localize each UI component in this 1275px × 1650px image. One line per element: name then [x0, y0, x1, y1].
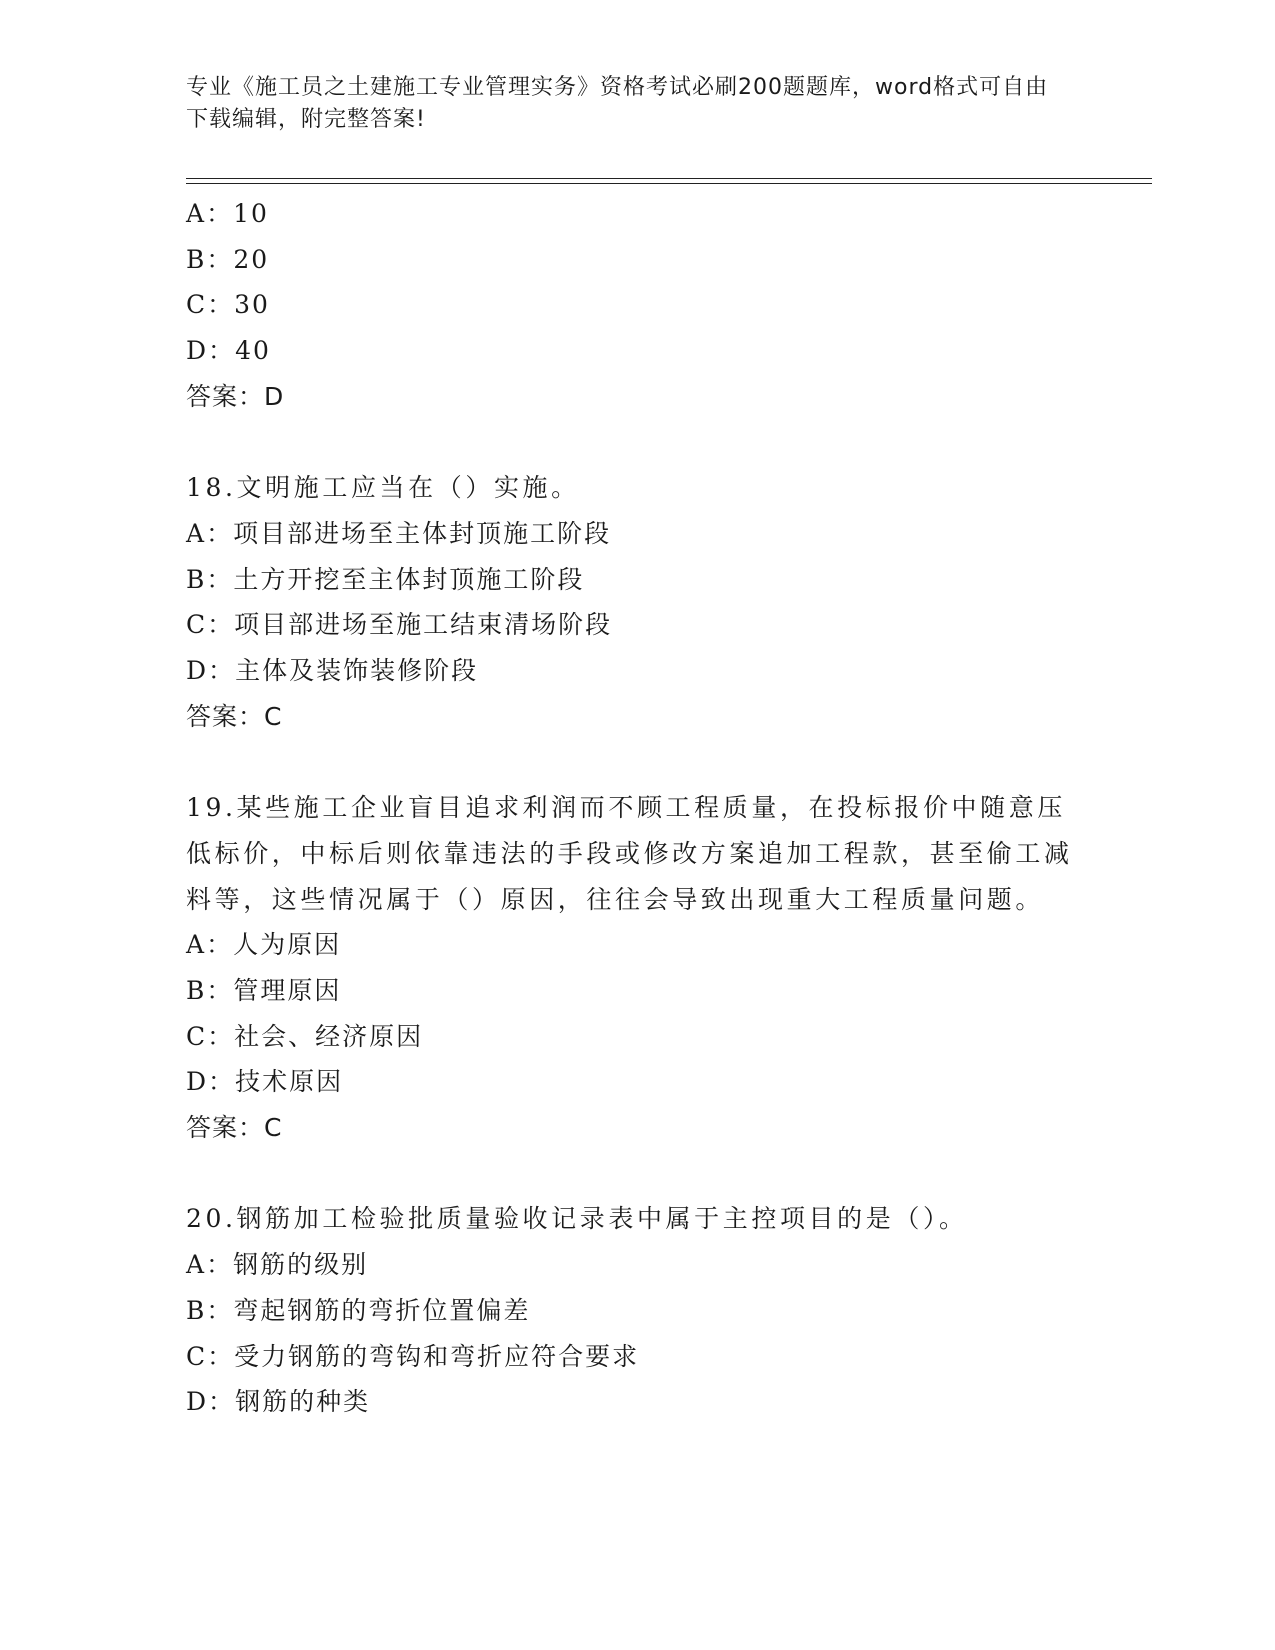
option-a: A：10 — [186, 199, 269, 228]
option-b: B：弯起钢筋的弯折位置偏差 — [186, 1295, 531, 1325]
option-b: B：管理原因 — [186, 975, 342, 1005]
question-18 — [186, 465, 1086, 739]
answer-line: 答案：D — [186, 381, 285, 411]
question-19 — [186, 785, 1086, 1151]
question-17-partial — [186, 191, 1086, 420]
question-list — [186, 191, 1086, 1425]
header-divider-top — [186, 178, 1152, 179]
option-c: C：受力钢筋的弯钩和弯折应符合要求 — [186, 1341, 640, 1371]
question-20 — [186, 1196, 1086, 1425]
question-stem: 18.文明施工应当在（）实施。 — [186, 473, 580, 503]
option-c: C：30 — [186, 290, 270, 320]
answer-line: 答案：C — [186, 1113, 283, 1143]
option-d: D：40 — [186, 336, 271, 366]
option-a: A：人为原因 — [186, 930, 342, 960]
header-divider-bottom — [186, 183, 1152, 184]
option-d: D：主体及装饰装修阶段 — [186, 656, 479, 686]
question-stem: 19.某些施工企业盲目追求利润而不顾工程质量，在投标报价中随意压低标价，中标后则依靠违法的手段或修改方案追加工程款，甚至偷工减料等，这些情况属于（）原因，往往会导致出现重大工程质量问题。 — [186, 793, 1073, 914]
option-d: D：技术原因 — [186, 1067, 344, 1097]
option-b: B：土方开挖至主体封顶施工阶段 — [186, 564, 585, 594]
option-c: C：社会、经济原因 — [186, 1021, 424, 1051]
document-header: 专业《施工员之土建施工专业管理实务》资格考试必刷200题题库，word格式可自由下载编辑，附完整答案! — [186, 75, 1049, 132]
option-a: A：钢筋的级别 — [186, 1250, 369, 1280]
option-a: A：项目部进场至主体封顶施工阶段 — [186, 518, 612, 548]
option-b: B：20 — [186, 244, 270, 274]
answer-line: 答案：C — [186, 701, 283, 731]
option-c: C：项目部进场至施工结束清场阶段 — [186, 610, 613, 640]
question-stem: 20.钢筋加工检验批质量验收记录表中属于主控项目的是（）。 — [186, 1204, 968, 1234]
option-d: D：钢筋的种类 — [186, 1387, 371, 1417]
